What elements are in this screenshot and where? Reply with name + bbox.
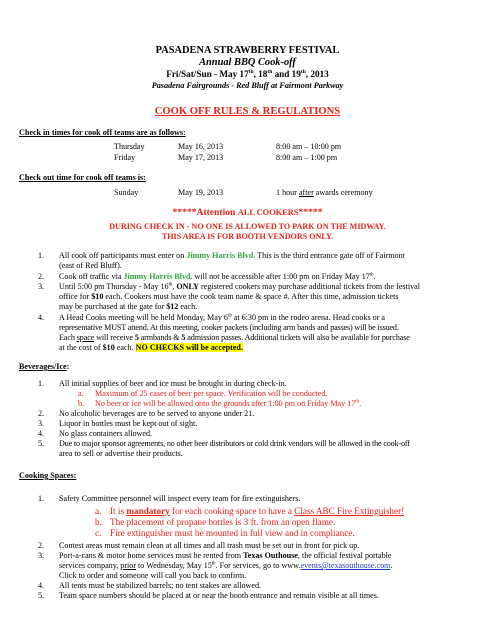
- cooking-rule-1c: Fire extinguisher must be mounted in full view and in compliance.: [110, 528, 355, 538]
- list-letter: a.: [95, 506, 102, 516]
- attention-banner: *****Attention ALL COOKERS*****: [172, 207, 323, 218]
- outhouse-email-link[interactable]: events@texasouthouse.com: [300, 561, 391, 570]
- list-letter: c.: [95, 528, 102, 538]
- checkin-day: Friday: [114, 153, 136, 162]
- checkin-time: 8:00 am – 1:00 pm: [276, 153, 338, 162]
- list-number: 1.: [38, 251, 45, 260]
- rule-4-cont: representative MUST attend. At this meeting, cooker packets (including arm bands and passes) will be issued.: [59, 323, 399, 332]
- list-letter: a.: [78, 389, 84, 398]
- list-number: 1.: [38, 494, 45, 503]
- cooking-rule-2: Contest areas must remain clean at all times and all trash must be set out in front for pick up.: [59, 541, 360, 550]
- list-number: 2.: [38, 541, 45, 550]
- checkout-heading: Check out time for cook off teams is:: [19, 173, 146, 182]
- list-number: 5.: [38, 591, 45, 600]
- list-number: 5.: [38, 439, 45, 448]
- event-dates: Fri/Sat/Sun - May 17th, 18th and 19th, 2013: [166, 68, 329, 79]
- list-number: 3.: [38, 282, 45, 291]
- checkout-date: May 19, 2013: [178, 188, 224, 197]
- cooking-rule-4: All tents must be stabilized barrels; no tent stakes are allowed.: [59, 581, 262, 590]
- list-number: 2.: [38, 409, 45, 418]
- beverage-rule-3: Liquor in bottles must be kept out of sight.: [59, 419, 198, 428]
- cooking-rule-5: Team space numbers should be placed at or near the booth entrance and remain visible at all times.: [59, 591, 379, 600]
- list-number: 4.: [38, 429, 45, 438]
- rules-title: COOK OFF RULES & REGULATIONS: [154, 106, 341, 117]
- beverage-rule-5: Due to major sponsor agreements, no other beer distributors or cold drink vendors will be allowed in the cook-off: [59, 439, 410, 448]
- cooking-rule-3-cont: services company, prior to Wednesday, May 15th. For services, go to www.events@texasouthouse.com.: [59, 561, 393, 570]
- list-number: 1.: [38, 379, 45, 388]
- beverages-heading: Beverages/Ice:: [19, 362, 70, 371]
- cooking-heading: Cooking Spaces:: [19, 471, 77, 480]
- checkin-date: May 17, 2013: [178, 153, 224, 162]
- list-letter: b.: [95, 517, 102, 527]
- beverage-rule-1b: No beer or ice will be allowed onto the grounds after 1:00 pm on Friday May 17th.: [95, 399, 362, 408]
- rule-1-cont: (east of Red Bluff).: [59, 261, 122, 270]
- checkout-time: 1 hour after awards ceremony: [276, 188, 373, 197]
- no-checks-highlight: NO CHECKS will be accepted.: [135, 343, 243, 352]
- cooking-rule-3-cont: Click to order and someone will call you back to confirm.: [59, 571, 247, 580]
- cooking-rule-1: Safety Committee personnel will inspect every team for fire extinguishers.: [59, 494, 301, 503]
- checkin-day: Thursday: [114, 142, 145, 151]
- rule-1: All cook off participants must enter on Jimmy Harris Blvd. This is the third entrance gate off of Fairmont: [59, 251, 405, 260]
- cooking-rule-1a: It is mandatory for each cooking space to have a Class ABC Fire Extinguisher!: [110, 506, 405, 516]
- checkin-heading: Check in times for cook off teams are as follows:: [19, 128, 186, 137]
- list-number: 3.: [38, 419, 45, 428]
- list-number: 4.: [38, 313, 45, 322]
- event-location: Pasadena Fairgrounds - Red Bluff at Fairmont Parkway: [151, 81, 344, 90]
- rule-3: Until 5:00 pm Thursday - May 16th, ONLY registered cookers may purchase additional tickets from the festival: [59, 282, 420, 291]
- list-number: 3.: [38, 551, 45, 560]
- cooking-rule-1b: The placement of propane bottles is 3 ft. from an open flame.: [110, 517, 336, 527]
- list-letter: b.: [78, 399, 85, 408]
- rule-4-cont: Each space will receive 5 armbands & 5 admission passes. Additional tickets will also be available for purchase: [59, 333, 410, 342]
- list-number: 4.: [38, 581, 45, 590]
- event-subtitle: Annual BBQ Cook-off: [199, 57, 296, 68]
- festival-title: PASADENA STRAWBERRY FESTIVAL: [155, 45, 340, 56]
- rule-4: A Head Cooks meeting will be held Monday, May 6th at 6:30 pm in the rodeo arena. Head cooks or a: [59, 313, 386, 322]
- rule-3-cont: office for $10 each. Cookers must have the cook team name & space #. After this time, admission tickets: [59, 292, 399, 301]
- cooking-rule-3: Port-a-cans & motor home services must be rented from Texas Outhouse, the official festival portable: [59, 551, 392, 560]
- checkin-time: 8:00 am – 10:00 pm: [276, 142, 342, 151]
- rule-4-cont: at the cost of $10 each. NO CHECKS will be accepted.: [59, 343, 243, 352]
- beverage-rule-4: No glass containers allowed.: [59, 429, 153, 438]
- list-number: 2.: [38, 272, 45, 281]
- rule-3-cont: may be purchased at the gate for $12 each.: [59, 302, 198, 311]
- beverage-rule-2: No alcoholic beverages are to be served to anyone under 21.: [59, 409, 255, 418]
- rule-2: Cook off traffic via Jimmy Harris Blvd. will not be accessible after 1:00 pm on Friday May 17th.: [59, 272, 376, 281]
- beverage-rule-5-cont: area to sell or advertise their products.: [59, 449, 183, 458]
- beverage-rule-1a: Maximum of 25 cases of beer per space. Verification will be conducted.: [95, 389, 328, 398]
- checkout-day: Sunday: [114, 188, 139, 197]
- attention-line: DURING CHECK IN - NO ONE IS ALLOWED TO PARK ON THE MIDWAY.: [109, 222, 386, 231]
- beverage-rule-1: All initial supplies of beer and ice must be brought in during check-in.: [59, 379, 287, 388]
- checkin-date: May 16, 2013: [178, 142, 224, 151]
- attention-line: THIS AREA IS FOR BOOTH VENDORS ONLY.: [161, 232, 334, 241]
